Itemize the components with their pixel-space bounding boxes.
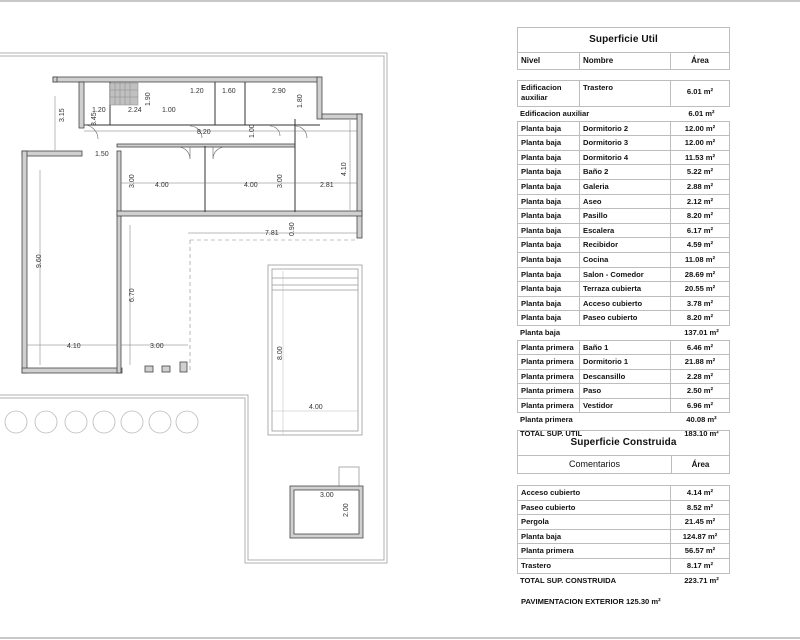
baja-subtotal: Planta baja 137.01 m² <box>520 327 719 337</box>
table-row <box>517 282 730 297</box>
table-row <box>517 238 730 253</box>
dim-corridor-length: 8.20 <box>197 129 211 136</box>
cell-nivel: Planta baja <box>518 165 580 179</box>
dim-stair-small: 1.90 <box>145 92 152 106</box>
dim-bath-width: 1.20 <box>190 88 204 95</box>
cell-nombre: Pasillo <box>580 209 671 223</box>
cell-area: 8.20 m² <box>686 313 714 323</box>
cell-nombre: Cocina <box>580 253 671 267</box>
table-row <box>517 151 730 166</box>
cell-nombre: Planta primera <box>518 544 671 558</box>
cell-area: 20.55 m² <box>684 284 716 294</box>
total-construida: TOTAL SUP. CONSTRUIDA 223.71 m² <box>520 575 719 585</box>
cell-nivel: Planta baja <box>518 180 580 194</box>
table-row <box>517 268 730 283</box>
table-row <box>517 224 730 239</box>
cell-nivel: Planta baja <box>518 224 580 238</box>
cell-nombre: Paseo cubierto <box>580 311 671 325</box>
superficie-construida-table <box>517 430 730 587</box>
cell-nombre: Baño 1 <box>580 341 671 355</box>
header-nivel: Nivel <box>518 53 580 69</box>
terrace-outline <box>190 240 357 370</box>
cell-nivel: Planta primera <box>518 384 580 398</box>
porch-pillars <box>145 362 187 372</box>
table-row <box>517 370 730 385</box>
dim-pool-width: 4.00 <box>309 404 323 411</box>
cell-nombre: Planta baja <box>518 530 671 544</box>
cell-nivel: Planta baja <box>518 136 580 150</box>
dimension-lines <box>27 96 357 365</box>
cell-nivel: Planta baja <box>518 209 580 223</box>
cell-area: 56.57 m² <box>684 546 716 556</box>
stair <box>110 83 138 105</box>
cell-area: 12.00 m² <box>684 138 716 148</box>
dim-stair-width: 1.20 <box>92 107 106 114</box>
cell-nombre: Pergola <box>518 515 671 529</box>
cell-area: 12.00 m² <box>684 123 716 133</box>
cell-area: 8.20 m² <box>686 211 714 221</box>
bottom-border-line <box>0 637 800 639</box>
cell-nombre: Dormitorio 1 <box>580 355 671 369</box>
cell-area: 2.50 m² <box>686 386 714 396</box>
table-row <box>517 180 730 195</box>
dim-bedroom3-depth: 3.00 <box>277 174 284 188</box>
table-row <box>517 559 730 574</box>
dim-porch-width: 3.00 <box>150 343 164 350</box>
cell-area: 124.87 m² <box>682 531 718 541</box>
storage-shed <box>290 467 363 538</box>
dim-entry-width: 1.50 <box>95 151 109 158</box>
cell-area: 8.17 m² <box>686 560 714 570</box>
dim-room-180: 1.80 <box>297 94 304 108</box>
cell-nivel: Planta baja <box>518 297 580 311</box>
cell-area: 6.17 m² <box>686 225 714 235</box>
cell-area: 2.28 m² <box>686 371 714 381</box>
primera-subtotal: Planta primera 40.08 m² <box>520 415 717 425</box>
table-row <box>517 485 730 501</box>
table-row <box>517 355 730 370</box>
cell-nombre: Paso <box>580 384 671 398</box>
table-row <box>517 121 730 137</box>
table-row: Edificacion auxiliar Trastero 6.01 m² <box>517 80 730 107</box>
table-row <box>517 544 730 559</box>
dim-salon-height: 9.60 <box>36 254 43 268</box>
table-row <box>517 515 730 530</box>
dim-pool-length: 8.00 <box>277 346 284 360</box>
cell-area: 2.12 m² <box>686 196 714 206</box>
superficie-construida-title: Superficie Construida <box>517 430 730 456</box>
dim-shed-depth: 2.00 <box>343 503 350 517</box>
cell-nombre: Dormitorio 3 <box>580 136 671 150</box>
cell-nombre: Vestidor <box>580 399 671 413</box>
cell-area: 6.46 m² <box>686 342 714 352</box>
dim-left-wing-height: 3.15 <box>59 108 66 122</box>
cell-nombre: Galeria <box>580 180 671 194</box>
table-row <box>517 165 730 180</box>
cell-nombre: Acceso cubierto <box>580 297 671 311</box>
cell-nombre: Descansillo <box>580 370 671 384</box>
cell-area: 4.59 m² <box>686 240 714 250</box>
dim-corridor-width: 1.00 <box>249 124 256 138</box>
cell-area: 4.14 m² <box>686 488 714 497</box>
dim-salon-width: 4.10 <box>67 343 81 350</box>
cell-nivel: Planta primera <box>518 355 580 369</box>
dim-bedroom3-width: 4.00 <box>244 182 258 189</box>
cell-nivel: Planta baja <box>518 282 580 296</box>
cell-area: 8.52 m² <box>686 502 714 512</box>
dim-terrace-length: 7.81 <box>265 230 279 237</box>
dim-shed-width: 3.00 <box>320 492 334 499</box>
table-row <box>517 209 730 224</box>
dim-aux-height: 3.45 <box>91 112 98 126</box>
cell-nivel: Planta baja <box>518 268 580 282</box>
table-row <box>517 253 730 268</box>
dim-bedroom4-width: 2.81 <box>320 182 334 189</box>
cell-nivel: Planta primera <box>518 370 580 384</box>
dim-bedroom4-depth: 4.10 <box>341 162 348 176</box>
cell-area: 5.22 m² <box>686 167 714 177</box>
header-nombre: Nombre <box>580 53 671 69</box>
cell-nombre: Dormitorio 4 <box>580 151 671 165</box>
header-area: Área <box>691 460 710 469</box>
table-row <box>517 501 730 516</box>
cell-nombre: Trastero <box>518 559 671 573</box>
cell-nombre: Acceso cubierto <box>518 486 671 500</box>
trees <box>5 411 198 433</box>
header-comentarios: Comentarios <box>518 456 672 473</box>
superficie-util-title: Superficie Util <box>517 27 730 53</box>
cell-nivel: Planta baja <box>518 151 580 165</box>
total-util: TOTAL SUP. UTIL 183.10 m² <box>520 429 719 439</box>
dim-room-160: 1.60 <box>222 88 236 95</box>
table-row <box>517 297 730 312</box>
cell-nombre: Dormitorio 2 <box>580 122 671 136</box>
header-area: Área <box>691 56 709 65</box>
cell-nombre: Terraza cubierta <box>580 282 671 296</box>
cell-nombre: Salon - Comedor <box>580 268 671 282</box>
cell-area: 11.08 m² <box>685 254 715 264</box>
cell-area: 21.45 m² <box>684 517 716 527</box>
table-row <box>517 340 730 356</box>
table-row <box>517 530 730 545</box>
table-row <box>517 399 730 414</box>
cell-area: 6.96 m² <box>686 400 714 410</box>
pavimentacion-exterior: PAVIMENTACION EXTERIOR 125.30 m² <box>521 597 661 606</box>
superficie-util-table <box>517 27 730 441</box>
building-walls <box>22 77 362 373</box>
table-row <box>517 384 730 399</box>
cell-nivel: Planta primera <box>518 399 580 413</box>
cell-nivel: Planta baja <box>518 195 580 209</box>
cell-nombre: Recibidor <box>580 238 671 252</box>
dim-bedroom2-width: 4.00 <box>155 182 169 189</box>
cell-nombre: Escalera <box>580 224 671 238</box>
superficie-util-header <box>517 53 730 70</box>
dim-bedroom2-depth: 3.00 <box>129 174 136 188</box>
cell-nombre: Baño 2 <box>580 165 671 179</box>
cell-nivel: Planta primera <box>518 341 580 355</box>
cell-nivel: Planta baja <box>518 253 580 267</box>
cell-area: 28.69 m² <box>684 269 716 279</box>
dim-porch-height: 6.70 <box>129 288 136 302</box>
dim-room-290: 2.90 <box>272 88 286 95</box>
superficie-construida-header <box>517 456 730 474</box>
table-row <box>517 311 730 326</box>
table-row <box>517 136 730 151</box>
cell-area: 2.88 m² <box>686 181 714 191</box>
cell-nombre: Paseo cubierto <box>518 501 671 515</box>
cell-area: 11.53 m² <box>685 152 715 162</box>
cell-nivel: Planta baja <box>518 238 580 252</box>
cell-nivel: Planta baja <box>518 122 580 136</box>
cell-area: 3.78 m² <box>686 298 714 308</box>
cell-nombre: Aseo <box>580 195 671 209</box>
dim-terrace-width: 0.90 <box>289 222 296 236</box>
dim-stair-length: 2.24 <box>128 107 142 114</box>
aux-subtotal: Edificacion auxiliar 6.01 m² <box>520 109 715 118</box>
cell-nivel: Planta baja <box>518 311 580 325</box>
table-row <box>517 195 730 210</box>
cell-area: 21.88 m² <box>684 357 716 367</box>
dim-landing: 1.00 <box>162 107 176 114</box>
